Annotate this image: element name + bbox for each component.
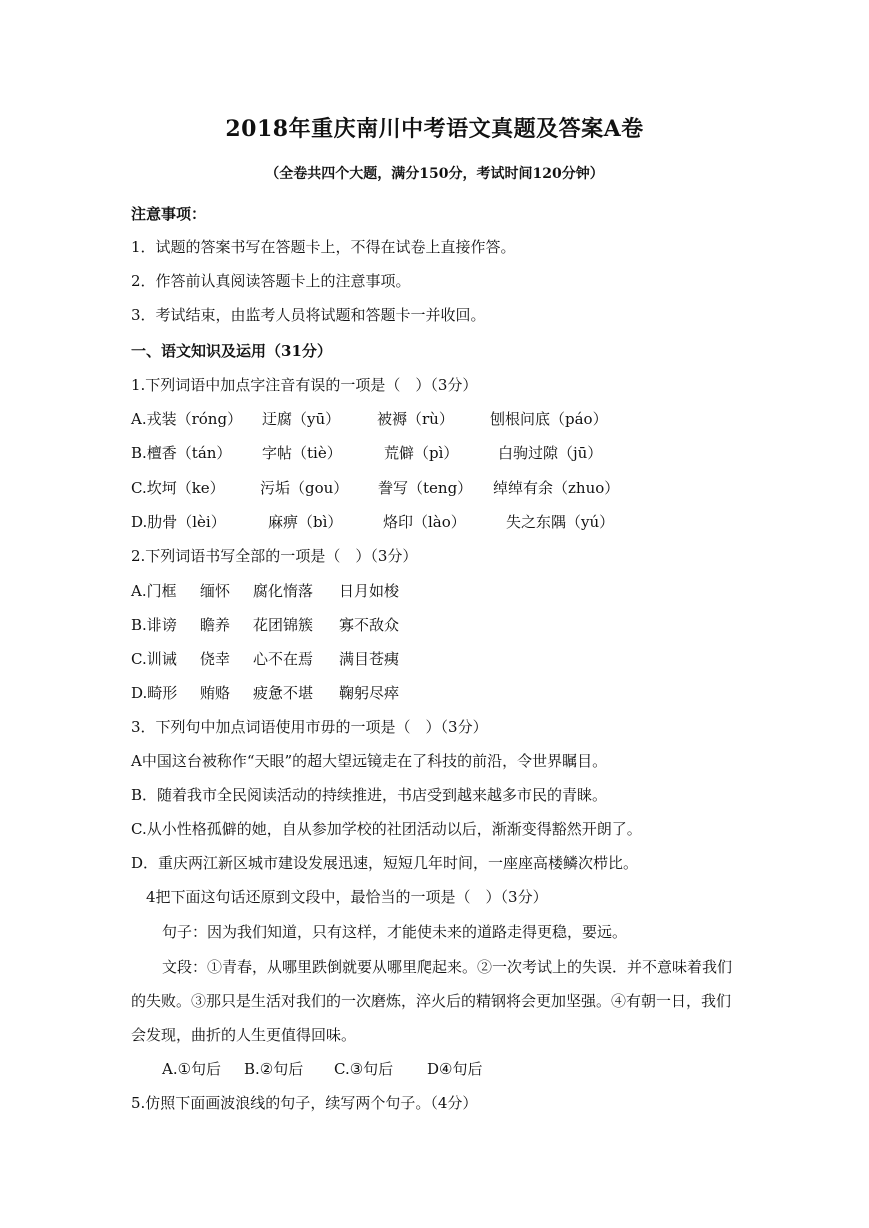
- q1-item: 被褥（rù）: [377, 410, 454, 428]
- q2-item: 日月如梭: [339, 582, 400, 600]
- q1-item: B.檀香（tán）: [131, 444, 232, 462]
- q3-option: B．随着我市全民阅读活动的持续推进，书店受到越来越多市民的青睐。: [131, 786, 608, 804]
- q2-option-row: [131, 581, 399, 601]
- q4-option-row: [162, 1059, 482, 1079]
- q3-option: D．重庆两江新区城市建设发展迅速，短短几年时间，一座座高楼鳞次栉比。: [131, 854, 639, 872]
- q4-option: D④句后: [427, 1060, 483, 1078]
- question-3-stem: 3．下列句中加点词语使用市毋的一项是（ ）（3分）: [131, 718, 488, 736]
- question-1-stem: 1.下列词语中加点字注音有误的一项是（ ）（3分）: [131, 376, 478, 394]
- q2-option-row: [131, 683, 399, 703]
- q2-item: 腐化惰落: [253, 582, 314, 600]
- question-5-stem: 5.仿照下面画波浪线的句子，续写两个句子。（4分）: [131, 1094, 478, 1112]
- notice-item: 1．试题的答案书写在答题卡上，不得在试卷上直接作答。: [131, 238, 516, 256]
- q2-item: A.门框: [131, 582, 177, 600]
- q4-option: C.③句后: [334, 1060, 394, 1078]
- q4-sentence: 句子：因为我们知道，只有这样，才能使未来的道路走得更稳，要远。: [162, 923, 628, 941]
- q4-option: B.②句后: [244, 1060, 304, 1078]
- q1-item: A.戎装（róng）: [131, 410, 243, 428]
- q1-option-row: [131, 478, 619, 498]
- q4-passage-line: 会发现，曲折的人生更值得回味。: [131, 1026, 357, 1044]
- q1-item: 字帖（tiè）: [262, 444, 342, 462]
- q1-item: 白驹过隙（jū）: [498, 444, 603, 462]
- q2-item: C.训诫: [131, 650, 177, 668]
- q1-option-row: [131, 443, 602, 463]
- q2-item: 寡不敌众: [339, 616, 400, 634]
- section-heading: 一、语文知识及运用（31分）: [131, 342, 332, 360]
- q2-item: 侥幸: [200, 650, 231, 668]
- notice-item: 2．作答前认真阅读答题卡上的注意事项。: [131, 272, 411, 290]
- q1-item: 荒僻（pì）: [384, 444, 459, 462]
- q1-item: 绰绰有余（zhuo）: [493, 479, 620, 497]
- q2-item: D.畸形: [131, 684, 178, 702]
- question-4-stem: 4把下面这句话还原到文段中，最恰当的一项是（ ）（3分）: [146, 888, 548, 906]
- page-subtitle: （全卷共四个大题，满分150分，考试时间120分钟）: [265, 166, 604, 182]
- question-2-stem: 2.下列词语书写全部的一项是（ ）（3分）: [131, 547, 418, 565]
- notice-item: 3．考试结束，由监考人员将试题和答题卡一并收回。: [131, 306, 486, 324]
- q1-item: 刨根问底（páo）: [490, 410, 608, 428]
- q2-item: 贿赂: [200, 684, 231, 702]
- q1-option-row: [131, 409, 608, 429]
- q1-option-row: [131, 512, 614, 532]
- q2-item: 鞠躬尽瘁: [339, 684, 400, 702]
- q2-option-row: [131, 615, 399, 635]
- q4-option: A.①句后: [162, 1060, 222, 1078]
- q2-item: 满目苍痍: [339, 650, 400, 668]
- page-title: 2018年重庆南川中考语文真题及答案A卷: [225, 116, 644, 142]
- q2-item: 缅怀: [200, 582, 231, 600]
- q1-item: 烙印（lào）: [383, 513, 466, 531]
- q2-item: B.诽谤: [131, 616, 177, 634]
- q1-item: 失之东隅（yú）: [506, 513, 615, 531]
- q2-item: 花团锦簇: [253, 616, 314, 634]
- q3-option: C.从小性格孤僻的她，自从参加学校的社团活动以后，渐渐变得豁然开朗了。: [131, 820, 642, 838]
- q1-item: D.肋骨（lèi）: [131, 513, 226, 531]
- notice-heading: 注意事项：: [131, 205, 207, 223]
- q3-option: A中国这台被称作“天眼”的超大望远镜走在了科技的前沿，令世界瞩目。: [131, 752, 608, 770]
- q1-item: 污垢（gou）: [260, 479, 349, 497]
- q2-option-row: [131, 649, 399, 669]
- q1-item: 誊写（teng）: [378, 479, 473, 497]
- q2-item: 心不在焉: [253, 650, 314, 668]
- q4-passage-line: 的失败。③那只是生活对我们的一次磨炼，淬火后的精钢将会更加坚强。④有朝一日，我们: [131, 992, 732, 1010]
- q1-item: C.坎坷（ke）: [131, 479, 225, 497]
- q1-item: 迂腐（yū）: [262, 410, 341, 428]
- q2-item: 疲惫不堪: [253, 684, 314, 702]
- q2-item: 瞻养: [200, 616, 231, 634]
- q1-item: 麻痹（bì）: [268, 513, 343, 531]
- q4-passage-line: 文段：①青春，从哪里跌倒就要从哪里爬起来。②一次考试上的失误．并不意味着我们: [162, 958, 733, 976]
